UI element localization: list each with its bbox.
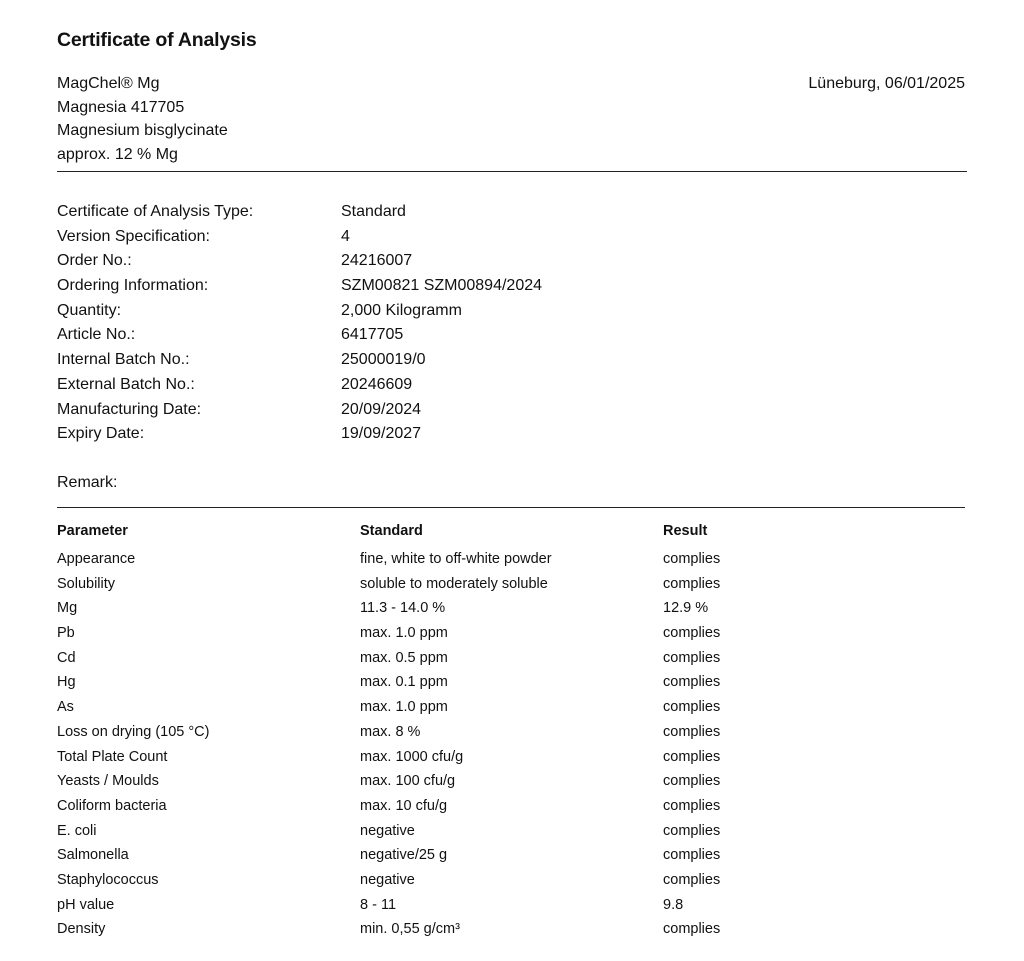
cell-standard: max. 10 cfu/g [360, 797, 448, 814]
cell-result: complies [663, 699, 721, 716]
cell-standard: negative/25 g [360, 847, 448, 864]
cell-result: complies [663, 797, 721, 814]
cell-parameter: E. coli [57, 822, 97, 839]
cell-parameter: Coliform bacteria [57, 797, 167, 814]
product-content: approx. 12 % Mg [57, 146, 178, 164]
info-label: External Batch No.: [57, 375, 195, 393]
header-divider [57, 171, 967, 172]
cell-result: complies [663, 847, 721, 864]
cell-standard: fine, white to off-white powder [360, 551, 552, 567]
cell-parameter: Loss on drying (105 °C) [57, 723, 210, 740]
cell-result: complies [663, 723, 721, 740]
table-row [57, 745, 967, 770]
cell-result: complies [663, 921, 721, 938]
table-row [57, 670, 967, 695]
product-designation: Magnesia 417705 [57, 98, 185, 116]
info-label: Expiry Date: [57, 425, 145, 443]
cell-result: complies [663, 748, 721, 765]
cell-result: complies [663, 674, 721, 691]
cell-parameter: Total Plate Count [57, 748, 168, 765]
cell-standard: max. 100 cfu/g [360, 773, 456, 790]
table-row [57, 621, 967, 646]
info-value: 4 [341, 227, 350, 245]
info-label: Ordering Information: [57, 277, 209, 295]
info-label: Order No.: [57, 252, 132, 270]
header-result: Result [663, 523, 708, 539]
table-row [57, 843, 967, 868]
remark-label: Remark: [57, 474, 118, 491]
table-row [57, 893, 967, 918]
header-parameter: Parameter [57, 523, 128, 539]
cell-result: complies [663, 575, 721, 592]
cell-parameter: As [57, 699, 74, 716]
info-value: 20246609 [341, 375, 413, 393]
cell-parameter: Pb [57, 625, 75, 642]
table-row [57, 720, 967, 745]
cell-result: complies [663, 625, 721, 642]
product-substance: Magnesium bisglycinate [57, 122, 228, 140]
results-divider [57, 507, 965, 508]
table-row [57, 646, 967, 671]
cell-standard: max. 8 % [360, 723, 421, 740]
info-value: Standard [341, 203, 406, 220]
cell-result: complies [663, 822, 721, 839]
cell-parameter: Salmonella [57, 847, 129, 864]
cell-result: complies [663, 551, 721, 567]
cell-parameter: pH value [57, 896, 115, 913]
cell-standard: negative [360, 822, 415, 839]
document-title: Certificate of Analysis [57, 29, 257, 51]
cell-standard: max. 1.0 ppm [360, 625, 448, 642]
info-value: 20/09/2024 [341, 400, 422, 418]
table-row [57, 695, 967, 720]
cell-standard: 8 - 11 [360, 896, 397, 913]
header-standard: Standard [360, 523, 423, 539]
cell-standard: min. 0,55 g/cm³ [360, 921, 460, 938]
certificate-page [57, 0, 967, 961]
cell-result: 9.8 [663, 896, 684, 913]
cell-result: 12.9 % [663, 600, 709, 617]
info-value: 24216007 [341, 252, 413, 270]
info-value: 19/09/2027 [341, 425, 422, 443]
info-value: 25000019/0 [341, 351, 426, 369]
cell-standard: 11.3 - 14.0 % [360, 600, 446, 617]
info-label: Manufacturing Date: [57, 400, 202, 418]
cell-result: complies [663, 773, 721, 790]
info-value: 2,000 Kilogramm [341, 301, 462, 319]
cell-standard: max. 1000 cfu/g [360, 748, 464, 765]
info-value: SZM00821 SZM00894/2024 [341, 277, 543, 295]
cell-parameter: Mg [57, 600, 78, 617]
cell-standard: max. 1.0 ppm [360, 699, 448, 716]
table-row [57, 819, 967, 844]
cell-standard: negative [360, 871, 415, 888]
cell-parameter: Yeasts / Moulds [57, 773, 159, 790]
info-label: Internal Batch No.: [57, 351, 190, 369]
place-date: Lüneburg, 06/01/2025 [808, 75, 965, 92]
cell-parameter: Hg [57, 674, 76, 691]
product-block [57, 72, 228, 167]
product-name: MagChel® Mg [57, 75, 160, 92]
table-row [57, 794, 967, 819]
info-label: Certificate of Analysis Type: [57, 203, 254, 220]
cell-result: complies [663, 871, 721, 888]
cell-parameter: Cd [57, 649, 76, 666]
cell-standard: max. 0.1 ppm [360, 674, 448, 691]
results-table [57, 519, 967, 942]
info-value: 6417705 [341, 326, 404, 344]
table-row [57, 547, 967, 572]
cell-result: complies [663, 649, 721, 666]
info-label: Quantity: [57, 301, 122, 319]
table-row [57, 868, 967, 893]
table-row [57, 596, 967, 621]
info-label: Version Specification: [57, 227, 210, 245]
cell-standard: soluble to moderately soluble [360, 575, 548, 592]
table-row [57, 572, 967, 597]
table-row [57, 917, 967, 942]
cell-standard: max. 0.5 ppm [360, 649, 448, 666]
cell-parameter: Density [57, 921, 106, 938]
cell-parameter: Appearance [57, 551, 136, 567]
cell-parameter: Solubility [57, 575, 116, 592]
info-label: Article No.: [57, 326, 136, 344]
results-header-row [57, 519, 967, 547]
cell-parameter: Staphylococcus [57, 871, 159, 888]
table-row [57, 769, 967, 794]
